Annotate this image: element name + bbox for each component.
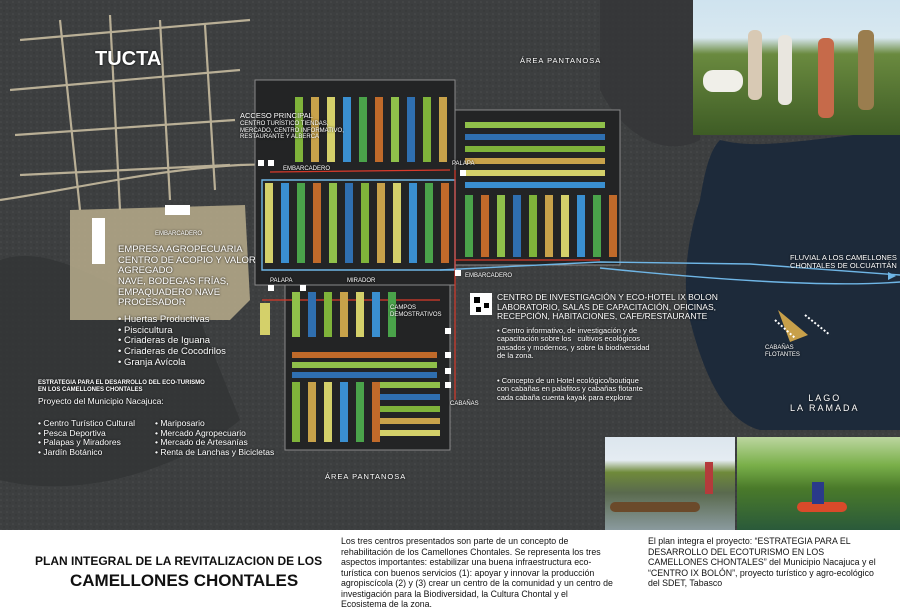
crop-row — [513, 195, 521, 257]
list-item: • Palapas y Miradores — [38, 438, 135, 448]
crop-row — [391, 97, 399, 162]
crop-row — [481, 195, 489, 257]
crop-row — [497, 195, 505, 257]
crop-row — [324, 382, 332, 442]
crop-row — [465, 195, 473, 257]
crop-row — [308, 382, 316, 442]
crop-row — [292, 292, 300, 337]
label-embarcadero: EMBARCADERO — [283, 166, 331, 172]
list-item: • Jardín Botánico — [38, 448, 135, 458]
crop-row — [297, 183, 305, 263]
crop-row — [609, 195, 617, 257]
building — [92, 218, 105, 264]
access-desc: CENTRO TURÍSTICO TIENDAS, MERCADO, CENTRO INFORMATIVO, RESTAURANTE Y ALBERCA — [240, 121, 344, 141]
crop-row — [465, 158, 605, 164]
crop-row — [313, 183, 321, 263]
crop-row — [265, 183, 273, 263]
label-mirador: MIRADOR — [347, 278, 376, 284]
footer-title-line1: PLAN INTEGRAL DE LA REVITALIZACION DE LOS — [35, 554, 323, 568]
list-item: • Criaderas de Cocodrilos — [118, 347, 226, 358]
crop-row — [372, 382, 380, 442]
empresa-title: EMPRESA AGROPECUARIA CENTRO DE ACOPIO Y VALOR AGREGADO NAVE, BODEGAS FRÍAS, EMPAQUADERO NAVE PROCESADOR — [118, 244, 256, 309]
crop-row — [380, 418, 440, 424]
estrategia-col1 — [38, 419, 135, 457]
label-palapa: PALAPA — [270, 278, 293, 284]
label-palapa: PALAPA — [452, 161, 475, 167]
crop-row — [340, 382, 348, 442]
crop-row — [529, 195, 537, 257]
crop-row — [465, 182, 605, 188]
list-item: • Piscicultura — [118, 326, 226, 337]
list-item: • Renta de Lanchas y Bicicletas — [155, 448, 274, 458]
list-item: • Mercado de Artesanías — [155, 438, 274, 448]
lake-name: LAGO LA RAMADA — [790, 393, 860, 414]
crop-row — [343, 97, 351, 162]
building — [165, 205, 190, 215]
crop-row — [372, 292, 380, 337]
footer — [0, 530, 900, 615]
crop-row — [281, 183, 289, 263]
list-item: • Centro Turístico Cultural — [38, 419, 135, 429]
crop-row — [380, 430, 440, 436]
list-item: • Pesca Deportiva — [38, 429, 135, 439]
crop-row — [324, 292, 332, 337]
crop-row — [425, 183, 433, 263]
centro-bullet-1: • Centro informativo, de investigación y de capacitación sobre los cultivos ecológicos pasados y modernos, y sobre la biodiversidad de la zona. — [497, 326, 650, 361]
town-name: TUCTA — [95, 48, 162, 70]
access-title: ACCESO PRINCIPAL — [240, 111, 313, 120]
label-campos: CAMPOS DEMOSTRATIVOS — [390, 305, 442, 318]
footer-description: Los tres centros presentados son parte de un concepto de rehabilitación de los Camellones Chontales. Se representa los tres aspectos importantes: estabilizar una buena infraestructura eco-turística con buenos servicios (1): apoyar y innovar la producción agropiscícola (2) y (3) crear un centro de la comunidad y un centro de investigación para la Biodiversidad, la Cultura Chontal y el Ecosistema de la zona. — [341, 536, 613, 610]
list-item: • Huertas Productivas — [118, 315, 226, 326]
estrategia-title: ESTRATEGIA PARA EL DESARROLLO DEL ECO-TURISMO EN LOS CAMELLONES CHONTALES — [38, 380, 205, 393]
crop-row — [329, 183, 337, 263]
list-item: • Criaderas de Iguana — [118, 336, 226, 347]
crop-row — [377, 183, 385, 263]
crop-row — [292, 382, 300, 442]
area-label-top: ÁREA PANTANOSA — [520, 56, 602, 65]
crop-row — [409, 183, 417, 263]
crop-row — [561, 195, 569, 257]
estrategia-col2 — [155, 419, 274, 457]
crop-row — [380, 382, 440, 388]
list-item: • Mariposario — [155, 419, 274, 429]
crop-row — [292, 352, 437, 358]
empresa-list — [118, 315, 226, 368]
crop-row — [441, 183, 449, 263]
centro-bullet-2: • Concepto de un Hotel ecológico/boutique con cabañas en palafitos y cabañas flotante cada cabaña cuenta kayak para explorar — [497, 376, 643, 402]
label-embarcadero: EMBARCADERO — [155, 231, 203, 237]
area-label-bottom: ÁREA PANTANOSA — [325, 472, 407, 481]
estrategia-subtitle: Proyecto del Municipio Nacajuca: — [38, 396, 164, 406]
label-cabanas: CABAÑAS — [450, 401, 479, 407]
canoe-photo — [605, 437, 735, 530]
label-embarcadero: EMBARCADERO — [465, 273, 513, 279]
crop-row — [345, 183, 353, 263]
crop-row — [593, 195, 601, 257]
crop-row — [380, 394, 440, 400]
crop-row — [356, 292, 364, 337]
crop-row — [292, 372, 437, 378]
crop-row — [465, 170, 605, 176]
crop-row — [359, 97, 367, 162]
crop-row — [292, 362, 437, 368]
crop-row — [439, 97, 447, 162]
crop-row — [340, 292, 348, 337]
crop-row — [380, 406, 440, 412]
crop-row — [465, 122, 605, 128]
crop-row — [393, 183, 401, 263]
crop-row — [465, 134, 605, 140]
crop-row — [577, 195, 585, 257]
crop-row — [260, 303, 270, 335]
label-fluvial: FLUVIAL A LOS CAMELLONES CHONTALES DE OLCUATITÁN — [790, 253, 897, 271]
farm-workers-photo — [693, 0, 900, 135]
crop-row — [375, 97, 383, 162]
crop-row — [423, 97, 431, 162]
centro-title: CENTRO DE INVESTIGACIÓN Y ECO-HOTEL IX BOLON LABORATORIO, SALAS DE CAPACITACIÓN, OFICINAS, RECEPCIÓN, HABITACIONES, CAFE/RESTAURANTE — [497, 292, 718, 322]
label-cabanas-flotantes: CABAÑAS FLOTANTES — [765, 345, 800, 358]
footer-title-line2: CAMELLONES CHONTALES — [70, 571, 299, 590]
footer-project-note: El plan integra el proyecto: “ESTRATEGIA PARA EL DESARROLLO DEL ECOTURISMO EN LOS CAMELLONES CHONTALES” del Municipio Nacajuca y el “CENTRO IX BOLÓN”, proyecto turístico y agro-ecológico del SDET, Tabasco — [648, 536, 876, 589]
crop-row — [356, 382, 364, 442]
list-item: • Mercado Agropecuario — [155, 429, 274, 439]
kayak-photo — [737, 437, 900, 530]
crop-row — [361, 183, 369, 263]
list-item: • Granja Avícola — [118, 358, 226, 369]
crop-row — [308, 292, 316, 337]
crop-row — [545, 195, 553, 257]
crop-row — [465, 146, 605, 152]
crop-row — [407, 97, 415, 162]
